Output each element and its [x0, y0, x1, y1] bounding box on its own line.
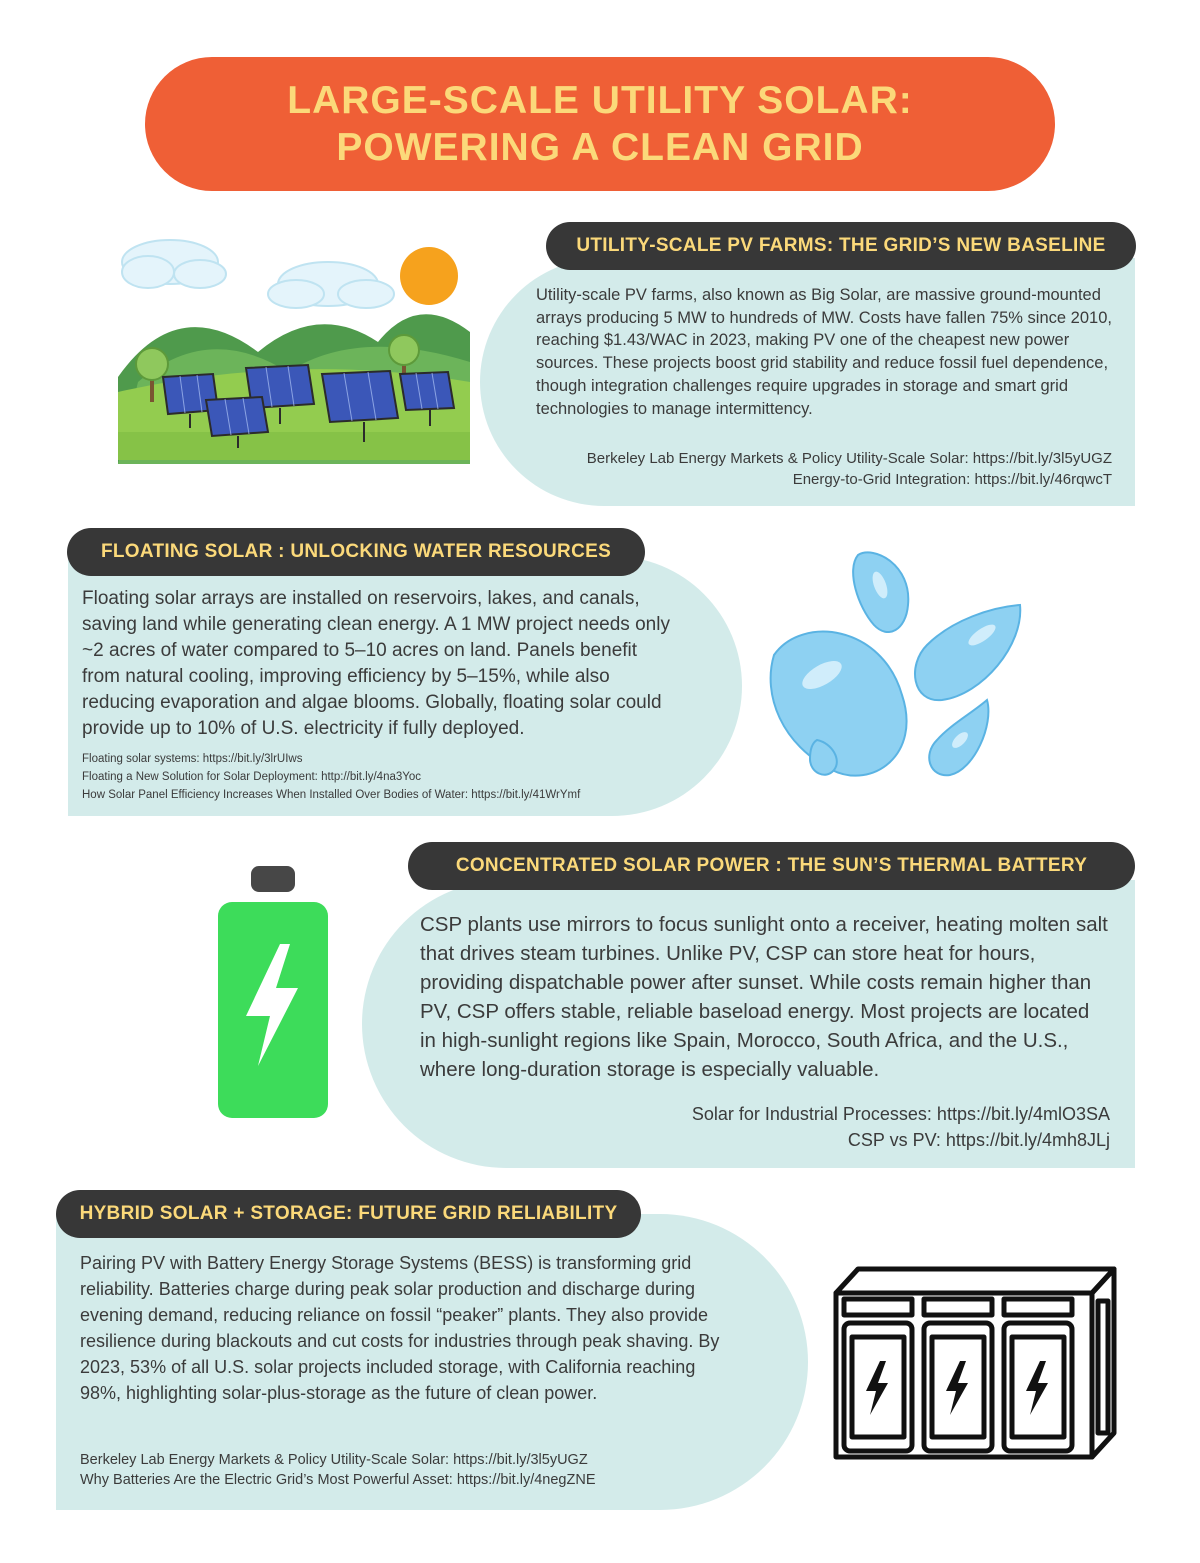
source-link[interactable]: Energy-to-Grid Integration: https://bit.ly/46rqwcT [792, 471, 1112, 488]
title-banner [145, 57, 1055, 191]
section-4-heading: HYBRID SOLAR + STORAGE: FUTURE GRID RELIABILITY [56, 1190, 641, 1238]
section-2-sources [82, 750, 580, 804]
source-link[interactable]: CSP vs PV: https://bit.ly/4mh8JLj [847, 1130, 1110, 1150]
lightning-bolt-icon [1026, 1361, 1048, 1415]
source-link[interactable]: Solar for Industrial Processes: https://bit.ly/4mlO3SA [691, 1104, 1110, 1124]
section-3-heading: CONCENTRATED SOLAR POWER : THE SUN’S THERMAL BATTERY [408, 842, 1135, 890]
source-link[interactable]: Berkeley Lab Energy Markets & Policy Utility-Scale Solar: https://bit.ly/3l5yUGZ [80, 1452, 588, 1468]
section-3-sources [692, 1101, 1110, 1153]
lightning-bolt-icon [946, 1361, 968, 1415]
section-1-body: Utility-scale PV farms, also known as Big Solar, are massive ground-mounted arrays producing 5 MW to hundreds of MW. Costs have fallen 75% since 2010, reaching $1.43/WAC in 2023, making PV one of the cheapest new power sources. These projects boost grid stability and reduce fossil fuel dependence, though integration challenges require upgrades in storage and smart grid technologies to manage intermittency. [536, 286, 1112, 418]
section-1-heading: UTILITY-SCALE PV FARMS: THE GRID’S NEW BASELINE [546, 222, 1136, 270]
source-link[interactable]: Why Batteries Are the Electric Grid’s Most Powerful Asset: https://bit.ly/4negZNE [80, 1472, 596, 1488]
source-link[interactable]: How Solar Panel Efficiency Increases When Installed Over Bodies of Water: https://bit.ly/41WrYmf [82, 789, 581, 801]
water-droplets-icon [762, 545, 1032, 810]
lightning-bolt-icon [866, 1361, 888, 1415]
section-4-sources [80, 1450, 596, 1490]
title-line-2: POWERING A CLEAN GRID [336, 126, 864, 169]
battery-storage-cabinet-icon [828, 1265, 1120, 1461]
section-2-body: Floating solar arrays are installed on reservoirs, lakes, and canals, saving land while generating clean energy. A 1 MW project needs only ~2 acres of water compared to 5–10 acres on land. Panels benefit from natural cooling, improving efficiency by 5–15%, while also reducing evaporation and algae blooms. Globally, floating solar could provide up to 10% of U.S. electricity if fully deployed. [82, 588, 670, 739]
source-link[interactable]: Berkeley Lab Energy Markets & Policy Utility-Scale Solar: https://bit.ly/3l5yUGZ [586, 450, 1112, 467]
battery-icon [218, 866, 328, 1118]
solar-farm-illustration [118, 232, 470, 464]
source-link[interactable]: Floating solar systems: https://bit.ly/3lrUIws [82, 753, 303, 765]
section-2-heading: FLOATING SOLAR : UNLOCKING WATER RESOURCES [67, 528, 645, 576]
section-1-sources [587, 448, 1112, 490]
title-line-1: LARGE-SCALE UTILITY SOLAR: [287, 79, 913, 122]
section-3-body: CSP plants use mirrors to focus sunlight onto a receiver, heating molten salt that drives steam turbines. Unlike PV, CSP can store heat for hours, providing dispatchable power after sunset. While costs remain higher than PV, CSP offers stable, reliable baseload energy. Most projects are located in high-sunlight regions like Spain, Morocco, South Africa, and the U.S., where long-duration storage is especially valuable. [420, 913, 1108, 1081]
source-link[interactable]: Floating a New Solution for Solar Deployment: http://bit.ly/4na3Yoc [82, 771, 422, 783]
section-4-body: Pairing PV with Battery Energy Storage Systems (BESS) is transforming grid reliability. Batteries charge during peak solar production and discharge during evening demand, reducing reliance on fossil “peaker” plants. They also provide resilience during blackouts and cut costs for industries through peak shaving. By 2023, 53% of all U.S. solar projects included storage, with California reaching 98%, highlighting solar-plus-storage as the future of clean power. [80, 1253, 720, 1403]
